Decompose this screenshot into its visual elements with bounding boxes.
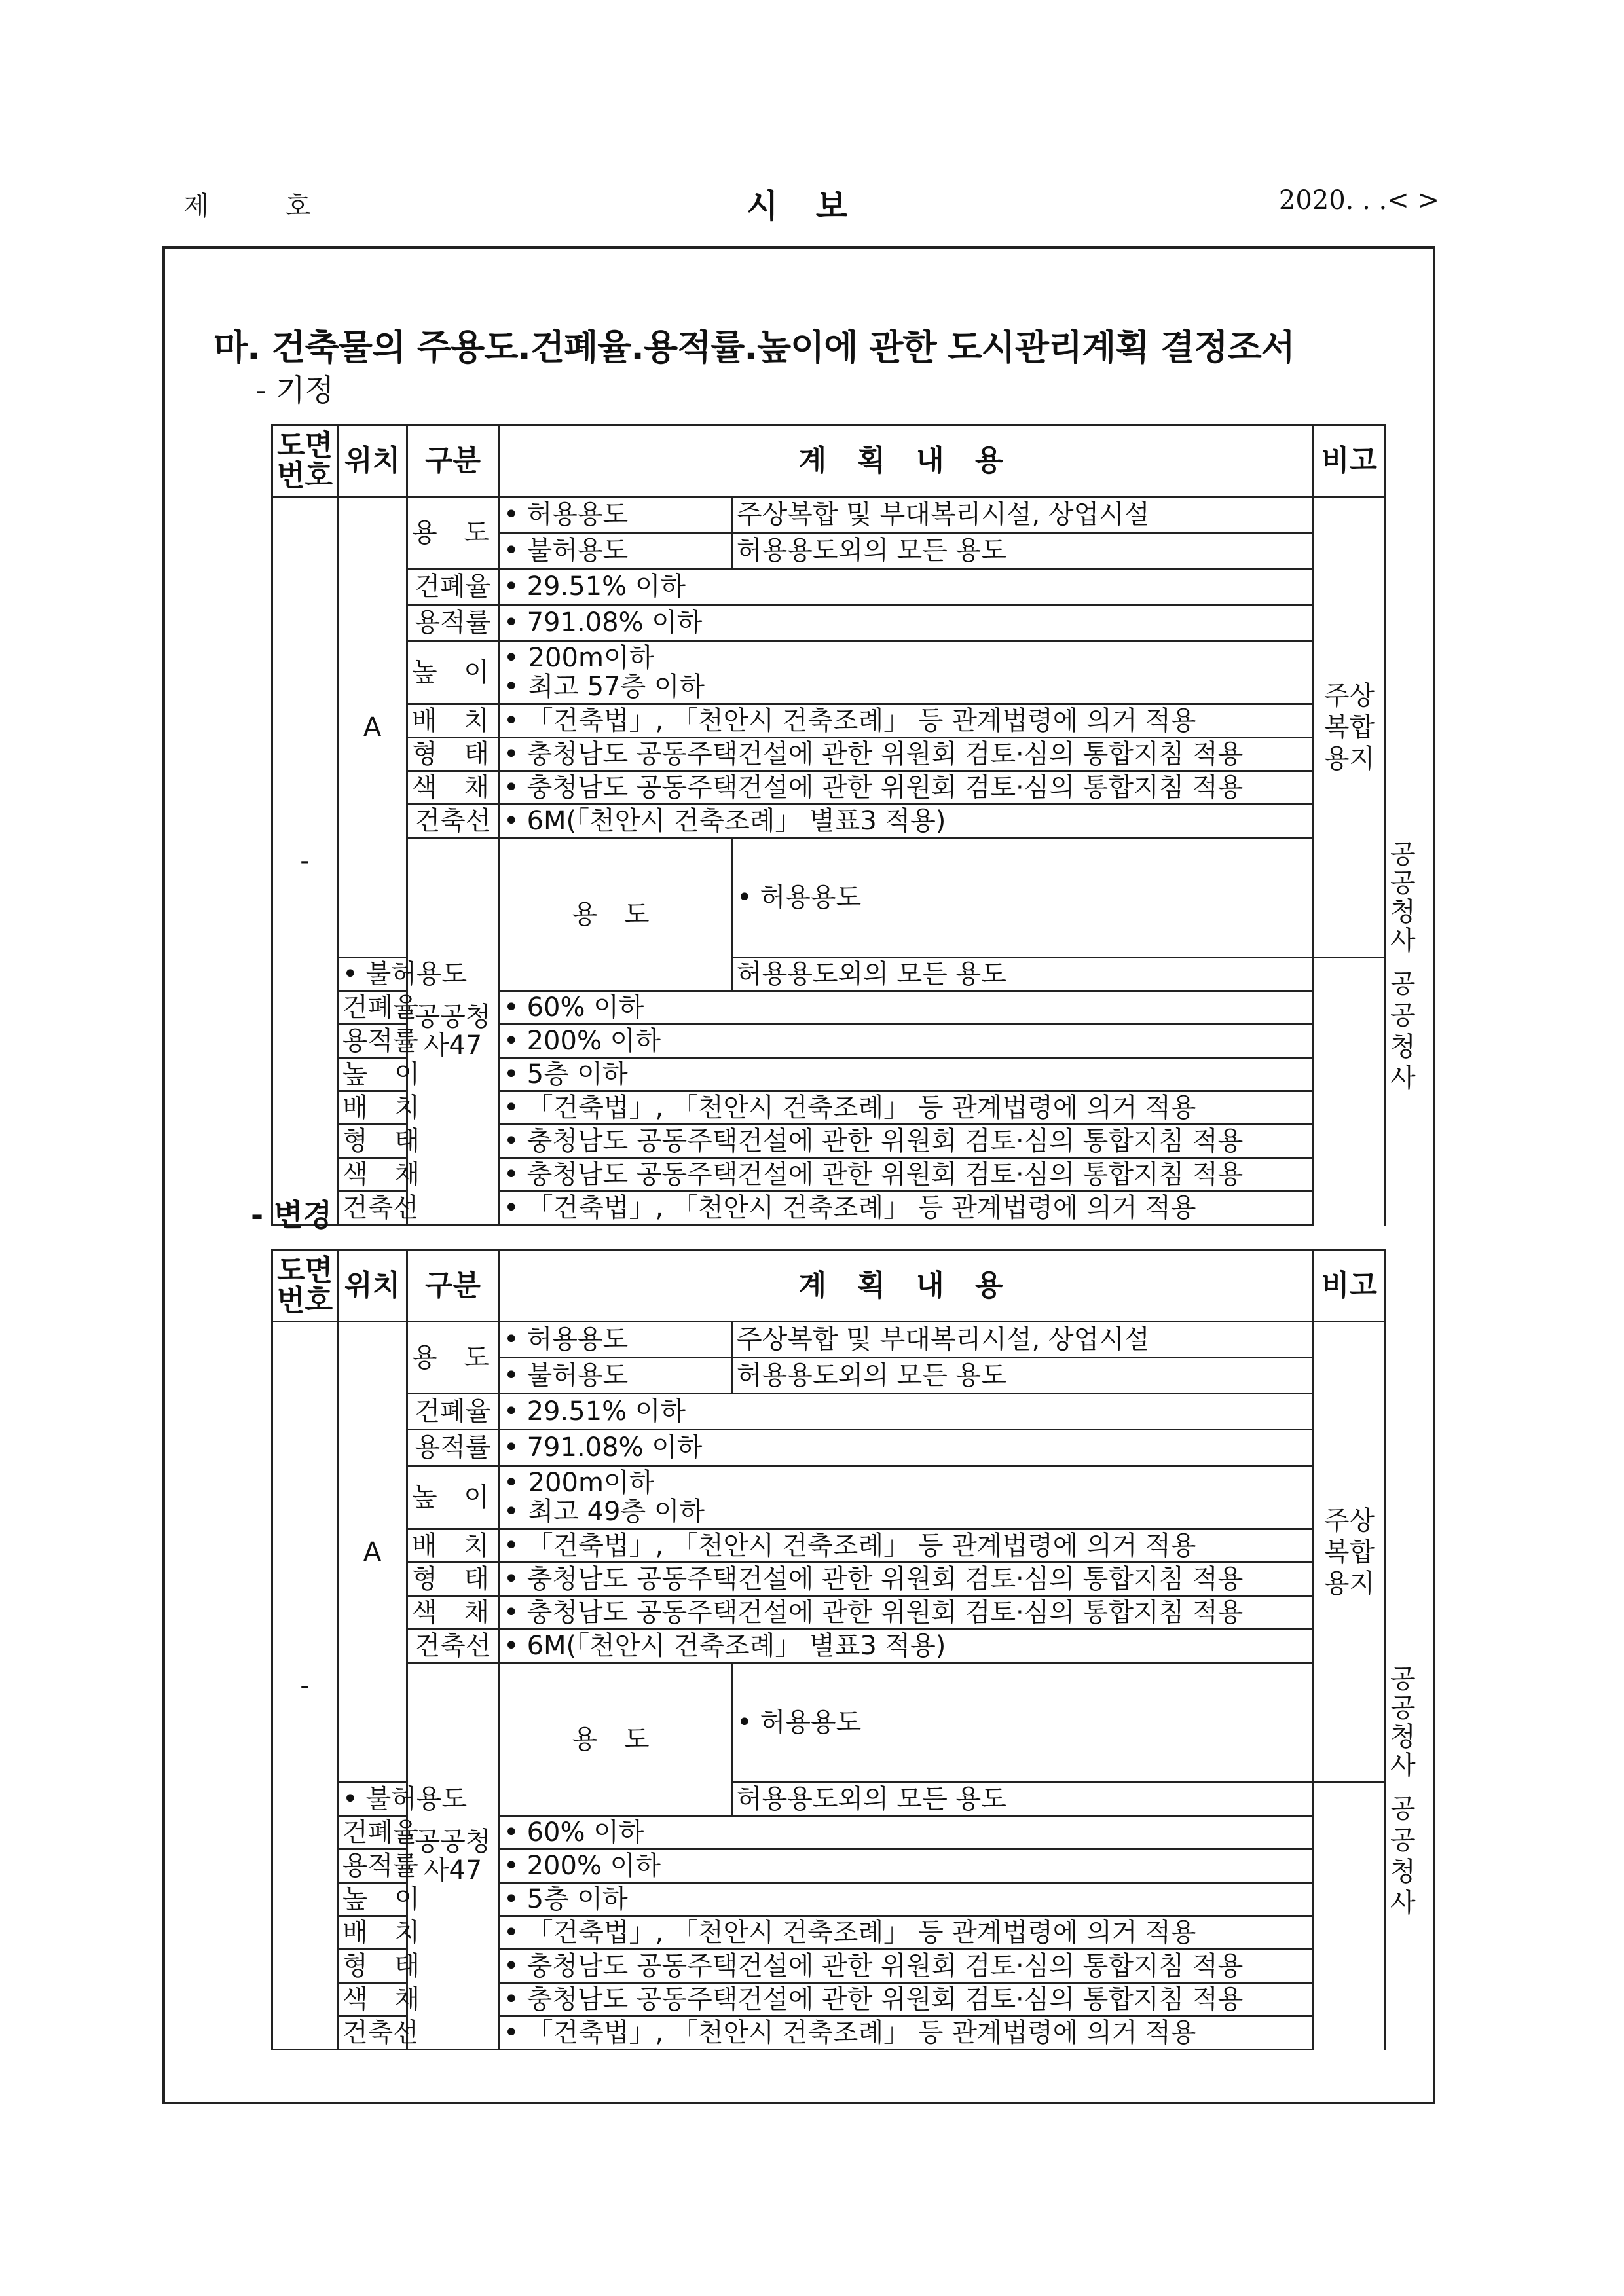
col-plan: 계 획 내 용 bbox=[499, 1250, 1314, 1322]
value-cell: • 「건축법」, 「천안시 건축조례」 등 관계법령에 의거 적용 bbox=[499, 1529, 1314, 1563]
sub-label-cell: • 허용용도 bbox=[499, 1322, 732, 1358]
table-row bbox=[272, 958, 1386, 991]
table-row bbox=[272, 1466, 1386, 1529]
section-label-changed: - 변경 bbox=[251, 1197, 332, 1233]
sub-label-cell: • 허용용도 bbox=[499, 497, 732, 533]
category-cell: 건축선 bbox=[407, 805, 499, 838]
sub-label-cell: • 허용용도 bbox=[732, 838, 1314, 958]
category-cell: 건폐율 bbox=[338, 991, 407, 1025]
location-cell: A bbox=[338, 1322, 407, 1783]
col-drawing-no: 도면번호 bbox=[272, 1250, 338, 1322]
category-cell: 용 도 bbox=[499, 1663, 732, 1816]
plan-table-existing bbox=[271, 424, 1416, 1226]
category-cell: 건축선 bbox=[338, 2016, 407, 2050]
col-location: 위치 bbox=[338, 1250, 407, 1322]
category-cell: 배 치 bbox=[338, 1091, 407, 1125]
col-category: 구분 bbox=[407, 426, 499, 497]
table-row: 공공청사47 용 도 • 허용용도 공공청사 공공청사 bbox=[272, 1663, 1386, 1783]
value-cell: 허용용도외의 모든 용도 bbox=[732, 1358, 1314, 1394]
height-line-2: • 최고 57층 이하 bbox=[504, 672, 1308, 701]
value-cell: • 충청남도 공동주택건설에 관한 위원회 검토·심의 통합지침 적용 bbox=[499, 1563, 1314, 1596]
value-cell bbox=[499, 641, 1314, 704]
value-cell: • 6M(「천안시 건축조례」 별표3 적용) bbox=[499, 1630, 1314, 1663]
category-cell: 색 채 bbox=[407, 1596, 499, 1630]
table-row bbox=[272, 1596, 1386, 1630]
category-cell: 용적률 bbox=[338, 1025, 407, 1058]
category-cell: 색 채 bbox=[338, 1983, 407, 2016]
category-cell: 높 이 bbox=[407, 1466, 499, 1529]
issue-suffix: 호 bbox=[285, 191, 312, 221]
category-cell: 형 태 bbox=[407, 738, 499, 771]
value-cell: • 「건축법」, 「천안시 건축조례」 등 관계법령에 의거 적용 bbox=[499, 704, 1314, 738]
category-cell: 높 이 bbox=[407, 641, 499, 704]
col-category: 구분 bbox=[407, 1250, 499, 1322]
value-cell: 허용용도외의 모든 용도 bbox=[732, 533, 1314, 569]
table-row bbox=[272, 805, 1386, 838]
sub-label-cell: • 허용용도 bbox=[732, 1663, 1314, 1783]
issue-prefix: 제 bbox=[183, 191, 210, 221]
value-cell: • 충청남도 공동주택건설에 관한 위원회 검토·심의 통합지침 적용 bbox=[499, 1950, 1314, 1983]
table-row bbox=[272, 1322, 1386, 1358]
page-header bbox=[175, 185, 1439, 231]
category-cell: 형 태 bbox=[338, 1125, 407, 1158]
sub-label-cell: • 불허용도 bbox=[499, 533, 732, 569]
value-cell: • 5층 이하 bbox=[499, 1883, 1314, 1916]
category-cell: 형 태 bbox=[407, 1563, 499, 1596]
value-cell: • 충청남도 공동주택건설에 관한 위원회 검토·심의 통합지침 적용 bbox=[499, 738, 1314, 771]
table-row bbox=[272, 569, 1386, 605]
sub-label-cell: • 불허용도 bbox=[338, 958, 407, 991]
category-cell: 건폐율 bbox=[338, 1816, 407, 1850]
value-cell: • 791.08% 이하 bbox=[499, 1430, 1314, 1466]
value-cell: • 29.51% 이하 bbox=[499, 1394, 1314, 1430]
plan-table-changed bbox=[271, 1249, 1416, 2050]
height-line-1: • 200m이하 bbox=[504, 1468, 1308, 1497]
value-cell: • 충청남도 공동주택건설에 관한 위원회 검토·심의 통합지침 적용 bbox=[499, 1596, 1314, 1630]
table-row bbox=[272, 1394, 1386, 1430]
category-cell: 배 치 bbox=[407, 704, 499, 738]
col-location: 위치 bbox=[338, 426, 407, 497]
height-line-2: • 최고 49층 이하 bbox=[504, 1497, 1308, 1526]
section-label-existing: - 기정 bbox=[255, 373, 335, 408]
value-cell: • 충청남도 공동주택건설에 관한 위원회 검토·심의 통합지침 적용 bbox=[499, 771, 1314, 805]
col-plan: 계 획 내 용 bbox=[499, 426, 1314, 497]
table-row bbox=[272, 1430, 1386, 1466]
category-cell: 건축선 bbox=[407, 1630, 499, 1663]
remarks-cell: 주상복합용지 bbox=[1314, 1322, 1386, 1783]
drawing-no-cell: - bbox=[272, 1322, 338, 2050]
table-row bbox=[272, 1783, 1386, 1816]
value-cell: • 200% 이하 bbox=[499, 1850, 1314, 1883]
table-row: 공공청사47 용 도 • 허용용도 공공청사 공공청사 bbox=[272, 838, 1386, 958]
table-row bbox=[272, 738, 1386, 771]
category-cell: 건폐율 bbox=[407, 1394, 499, 1430]
value-cell: • 29.51% 이하 bbox=[499, 569, 1314, 605]
issue-date: 2020. . .< > bbox=[1278, 185, 1439, 215]
table-row bbox=[272, 1529, 1386, 1563]
value-cell: 허용용도외의 모든 용도 bbox=[732, 958, 1314, 991]
value-cell: • 5층 이하 bbox=[499, 1058, 1314, 1091]
document-title: 마. 건축물의 주용도.건폐율.용적률.높이에 관한 도시관리계획 결정조서 bbox=[213, 327, 1295, 368]
category-cell: 배 치 bbox=[338, 1916, 407, 1950]
issue-number bbox=[183, 185, 387, 223]
value-cell: • 충청남도 공동주택건설에 관한 위원회 검토·심의 통합지침 적용 bbox=[499, 1125, 1314, 1158]
location-cell: 공공청사47 bbox=[407, 1663, 499, 2050]
table-row bbox=[272, 497, 1386, 533]
category-cell: 용 도 bbox=[499, 838, 732, 991]
remarks-cell: 주상복합용지 bbox=[1314, 497, 1386, 958]
category-cell: 용 도 bbox=[407, 497, 499, 569]
location-cell: 공공청사47 bbox=[407, 838, 499, 1225]
value-cell: 허용용도외의 모든 용도 bbox=[732, 1783, 1314, 1816]
category-cell: 형 태 bbox=[338, 1950, 407, 1983]
gazette-title: 시 보 bbox=[747, 187, 848, 225]
value-cell: 주상복합 및 부대복리시설, 상업시설 bbox=[732, 497, 1314, 533]
col-drawing-no: 도면번호 bbox=[272, 426, 338, 497]
value-cell: • 충청남도 공동주택건설에 관한 위원회 검토·심의 통합지침 적용 bbox=[499, 1158, 1314, 1192]
table-row bbox=[272, 1630, 1386, 1663]
category-cell: 용적률 bbox=[407, 1430, 499, 1466]
table-row bbox=[272, 641, 1386, 704]
value-cell: 주상복합 및 부대복리시설, 상업시설 bbox=[732, 1322, 1314, 1358]
height-line-1: • 200m이하 bbox=[504, 644, 1308, 672]
category-cell: 용적률 bbox=[338, 1850, 407, 1883]
table-row bbox=[272, 771, 1386, 805]
category-cell: 건폐율 bbox=[407, 569, 499, 605]
category-cell: 색 채 bbox=[407, 771, 499, 805]
drawing-no-cell: - bbox=[272, 497, 338, 1225]
category-cell: 건축선 bbox=[338, 1192, 407, 1225]
category-cell: 높 이 bbox=[338, 1883, 407, 1916]
category-cell: 높 이 bbox=[338, 1058, 407, 1091]
category-cell: 용 도 bbox=[407, 1322, 499, 1394]
col-remarks: 비고 bbox=[1314, 1250, 1386, 1322]
value-cell bbox=[499, 1466, 1314, 1529]
category-cell: 용적률 bbox=[407, 605, 499, 641]
table-header-row bbox=[272, 1250, 1386, 1322]
table-header-row bbox=[272, 426, 1386, 497]
sub-label-cell: • 불허용도 bbox=[338, 1783, 407, 1816]
value-cell: • 6M(「천안시 건축조례」 별표3 적용) bbox=[499, 805, 1314, 838]
table-row bbox=[272, 1563, 1386, 1596]
value-cell: • 200% 이하 bbox=[499, 1025, 1314, 1058]
location-cell: A bbox=[338, 497, 407, 958]
table-row bbox=[272, 704, 1386, 738]
value-cell: • 「건축법」, 「천안시 건축조례」 등 관계법령에 의거 적용 bbox=[499, 1192, 1314, 1225]
category-cell: 배 치 bbox=[407, 1529, 499, 1563]
value-cell: • 충청남도 공동주택건설에 관한 위원회 검토·심의 통합지침 적용 bbox=[499, 1983, 1314, 2016]
sub-label-cell: • 불허용도 bbox=[499, 1358, 732, 1394]
value-cell: • 60% 이하 bbox=[499, 1816, 1314, 1850]
value-cell: • 791.08% 이하 bbox=[499, 605, 1314, 641]
value-cell: • 「건축법」, 「천안시 건축조례」 등 관계법령에 의거 적용 bbox=[499, 1916, 1314, 1950]
value-cell: • 「건축법」, 「천안시 건축조례」 등 관계법령에 의거 적용 bbox=[499, 2016, 1314, 2050]
value-cell: • 60% 이하 bbox=[499, 991, 1314, 1025]
col-remarks: 비고 bbox=[1314, 426, 1386, 497]
category-cell: 색 채 bbox=[338, 1158, 407, 1192]
value-cell: • 「건축법」, 「천안시 건축조례」 등 관계법령에 의거 적용 bbox=[499, 1091, 1314, 1125]
table-row bbox=[272, 605, 1386, 641]
